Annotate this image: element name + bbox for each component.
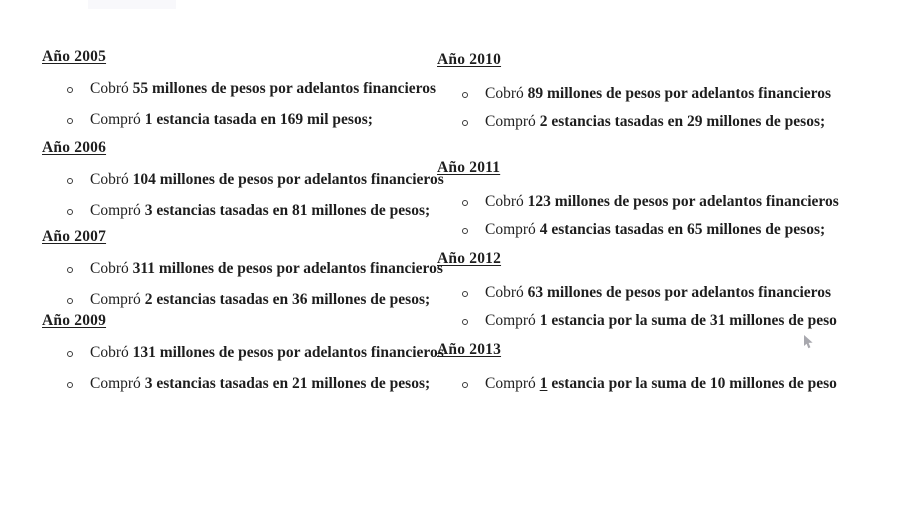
- list-item-text: [90, 80, 436, 97]
- circle-bullet-icon: [67, 267, 73, 273]
- year-heading: Año 2013: [437, 341, 502, 358]
- text-run: Cobró: [485, 193, 528, 210]
- list-item: [42, 290, 438, 310]
- text-run: 63 millones de pesos por adelantos financieros: [527, 284, 832, 301]
- circle-bullet-icon: [462, 228, 468, 234]
- list-item: [437, 311, 900, 331]
- year-heading: Año 2012: [437, 250, 502, 267]
- year-section: [42, 311, 444, 394]
- circle-bullet-icon: [67, 118, 73, 124]
- list-item-text: [90, 260, 443, 277]
- year-section: [437, 249, 900, 331]
- year-heading: Año 2010: [437, 51, 502, 68]
- list-item-text: [90, 171, 444, 188]
- text-run: Compró: [485, 312, 540, 329]
- list-item: [437, 283, 900, 303]
- text-run: 1 estancia por la suma de 31 millones de peso: [539, 312, 837, 329]
- text-run: 311 millones de pesos por adelantos financieros: [132, 260, 443, 277]
- list-item: [42, 170, 444, 190]
- text-run: Cobró: [90, 80, 133, 97]
- text-run: Cobró: [485, 284, 528, 301]
- circle-bullet-icon: [67, 382, 73, 388]
- video-artifact-band: [88, 0, 176, 9]
- list-item-text: [485, 113, 825, 130]
- circle-bullet-icon: [67, 178, 73, 184]
- list-item-text: [485, 221, 825, 238]
- circle-bullet-icon: [462, 120, 468, 126]
- circle-bullet-icon: [462, 291, 468, 297]
- list-item-text: [90, 202, 430, 219]
- text-run: Compró: [90, 375, 145, 392]
- circle-bullet-icon: [462, 200, 468, 206]
- column-right: [437, 50, 900, 394]
- text-run: 3 estancias tasadas en 21 millones de pesos;: [144, 375, 431, 392]
- text-run: 4 estancias tasadas en 65 millones de pesos;: [539, 221, 826, 238]
- column-left: [42, 47, 444, 394]
- list-item: [42, 79, 438, 99]
- list-item: [42, 110, 438, 130]
- year-section: [437, 158, 900, 240]
- text-run: 1: [539, 375, 548, 392]
- list-item-text: [90, 375, 430, 392]
- text-run: Compró: [485, 113, 540, 130]
- year-section: [42, 227, 443, 310]
- text-run: 3 estancias tasadas en 81 millones de pesos;: [144, 202, 431, 219]
- list-item-text: [485, 375, 837, 392]
- list-item-text: [485, 193, 839, 210]
- list-item: [42, 201, 438, 221]
- text-run: 104 millones de pesos por adelantos financieros: [132, 171, 444, 188]
- text-run: 1 estancia tasada en 169 mil pesos;: [144, 111, 373, 128]
- circle-bullet-icon: [67, 298, 73, 304]
- text-run: 123 millones de pesos por adelantos financieros: [527, 193, 839, 210]
- year-heading: Año 2006: [42, 139, 107, 156]
- text-run: Cobró: [485, 85, 528, 102]
- list-item: [42, 374, 438, 394]
- list-item-text: [90, 344, 444, 361]
- list-item-text: [485, 284, 831, 301]
- list-item-text: [485, 85, 831, 102]
- list-item-text: [90, 111, 373, 128]
- list-item: [437, 112, 900, 132]
- text-run: 2 estancias tasadas en 36 millones de pesos;: [144, 291, 431, 308]
- list-item: [437, 84, 900, 104]
- text-run: Compró: [90, 202, 145, 219]
- year-section: [437, 340, 900, 394]
- year-section: [42, 47, 438, 130]
- list-item: [42, 259, 443, 279]
- text-run: Cobró: [90, 260, 133, 277]
- year-section: [437, 50, 900, 132]
- list-item-text: [90, 291, 430, 308]
- text-run: 2 estancias tasadas en 29 millones de pesos;: [539, 113, 826, 130]
- text-run: Compró: [90, 111, 145, 128]
- circle-bullet-icon: [462, 382, 468, 388]
- circle-bullet-icon: [67, 209, 73, 215]
- list-item: [437, 192, 900, 212]
- text-run: 131 millones de pesos por adelantos financieros: [132, 344, 444, 361]
- circle-bullet-icon: [67, 351, 73, 357]
- mouse-cursor-icon: [803, 335, 814, 350]
- year-heading: Año 2007: [42, 228, 107, 245]
- list-item: [437, 374, 900, 394]
- year-heading: Año 2009: [42, 312, 107, 329]
- text-run: Compró: [485, 221, 540, 238]
- circle-bullet-icon: [462, 92, 468, 98]
- text-run: Compró: [485, 375, 540, 392]
- list-item: [437, 220, 900, 240]
- circle-bullet-icon: [462, 319, 468, 325]
- circle-bullet-icon: [67, 87, 73, 93]
- text-run: 55 millones de pesos por adelantos financieros: [132, 80, 437, 97]
- year-heading: Año 2005: [42, 48, 107, 65]
- text-run: estancia por la suma de 10 millones de peso: [547, 375, 837, 392]
- text-run: Cobró: [90, 171, 133, 188]
- list-item-text: [485, 312, 837, 329]
- text-run: 89 millones de pesos por adelantos financieros: [527, 85, 832, 102]
- text-run: Compró: [90, 291, 145, 308]
- year-heading: Año 2011: [437, 159, 501, 176]
- text-run: Cobró: [90, 344, 133, 361]
- list-item: [42, 343, 444, 363]
- year-section: [42, 138, 444, 221]
